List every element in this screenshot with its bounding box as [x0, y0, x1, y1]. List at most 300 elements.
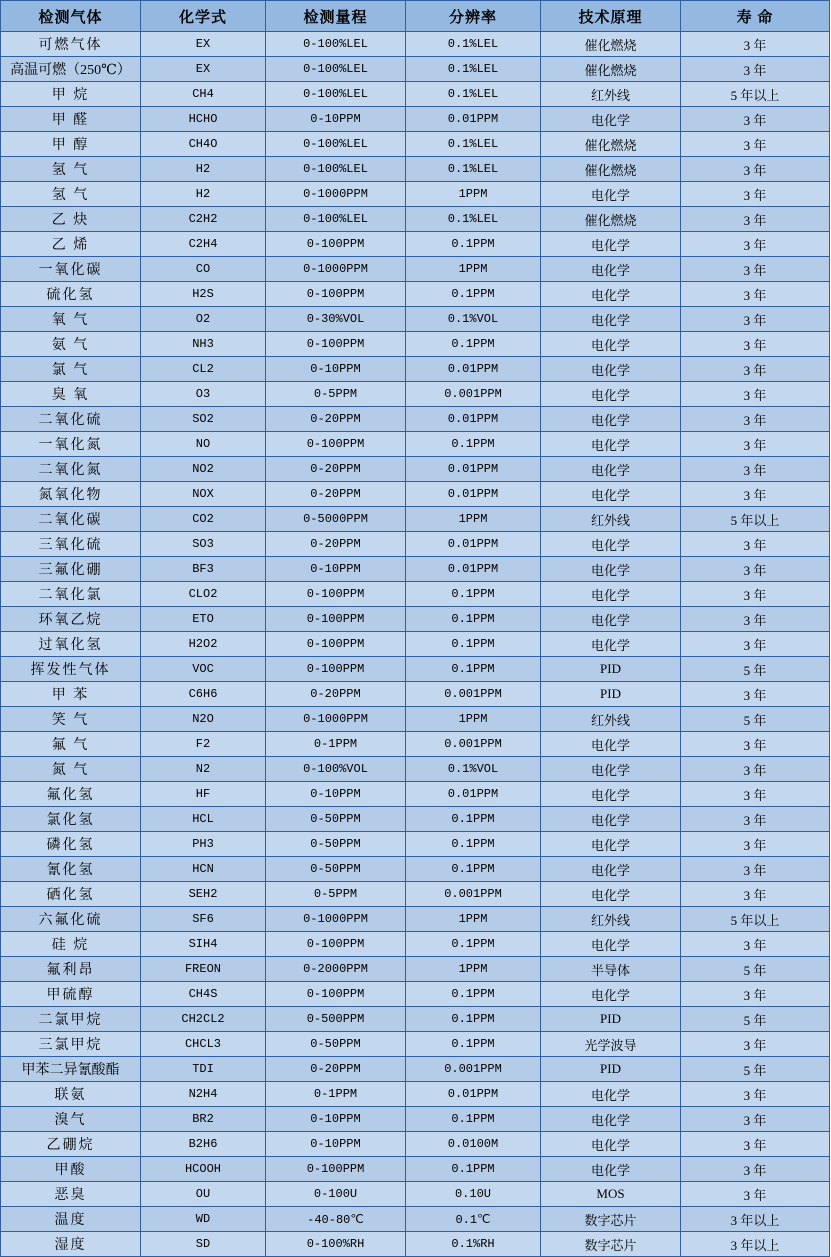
cell-resolution: 0.1%LEL	[406, 132, 541, 157]
table-row	[1, 1032, 830, 1057]
cell-formula: H2	[141, 157, 266, 182]
cell-range: 0-1000PPM	[266, 707, 406, 732]
cell-lifetime: 3 年	[681, 582, 830, 607]
cell-principle: 电化学	[541, 532, 681, 557]
cell-resolution: 0.01PPM	[406, 107, 541, 132]
cell-formula: C2H2	[141, 207, 266, 232]
table-row	[1, 1182, 830, 1207]
table-row	[1, 657, 830, 682]
table-row	[1, 757, 830, 782]
cell-range: 0-50PPM	[266, 857, 406, 882]
cell-resolution: 0.1℃	[406, 1207, 541, 1232]
table-header	[1, 1, 830, 32]
cell-lifetime: 3 年	[681, 432, 830, 457]
table-row	[1, 1132, 830, 1157]
cell-formula: HCN	[141, 857, 266, 882]
cell-gas: 甲硫醇	[1, 982, 141, 1007]
table-row	[1, 332, 830, 357]
cell-formula: VOC	[141, 657, 266, 682]
cell-lifetime: 5 年	[681, 1007, 830, 1032]
cell-resolution: 0.001PPM	[406, 682, 541, 707]
cell-gas: 湿度	[1, 1232, 141, 1257]
cell-gas: 氰化氢	[1, 857, 141, 882]
cell-lifetime: 3 年	[681, 557, 830, 582]
cell-principle: 电化学	[541, 107, 681, 132]
cell-range: 0-100PPM	[266, 982, 406, 1007]
cell-resolution: 0.1PPM	[406, 332, 541, 357]
cell-principle: 电化学	[541, 882, 681, 907]
cell-range: 0-20PPM	[266, 482, 406, 507]
cell-lifetime: 3 年	[681, 157, 830, 182]
cell-range: 0-100PPM	[266, 282, 406, 307]
cell-gas: 联氨	[1, 1082, 141, 1107]
cell-gas: 硒化氢	[1, 882, 141, 907]
cell-resolution: 0.001PPM	[406, 882, 541, 907]
cell-principle: 红外线	[541, 707, 681, 732]
cell-resolution: 0.1PPM	[406, 582, 541, 607]
cell-range: 0-10PPM	[266, 107, 406, 132]
cell-range: 0-1000PPM	[266, 257, 406, 282]
cell-principle: 催化燃烧	[541, 157, 681, 182]
cell-principle: 红外线	[541, 907, 681, 932]
cell-resolution: 0.1%RH	[406, 1232, 541, 1257]
cell-gas: 氯 气	[1, 357, 141, 382]
cell-range: 0-10PPM	[266, 1132, 406, 1157]
cell-resolution: 1PPM	[406, 707, 541, 732]
cell-range: 0-10PPM	[266, 357, 406, 382]
table-row	[1, 207, 830, 232]
table-row	[1, 182, 830, 207]
cell-lifetime: 3 年	[681, 632, 830, 657]
cell-principle: PID	[541, 682, 681, 707]
table-row	[1, 532, 830, 557]
column-header-resolution: 分辨率	[406, 1, 541, 32]
cell-gas: 甲酸	[1, 1157, 141, 1182]
cell-lifetime: 3 年	[681, 332, 830, 357]
column-header-lifetime: 寿 命	[681, 1, 830, 32]
cell-range: 0-100PPM	[266, 582, 406, 607]
cell-formula: HF	[141, 782, 266, 807]
cell-lifetime: 3 年	[681, 207, 830, 232]
cell-lifetime: 3 年	[681, 482, 830, 507]
table-row	[1, 507, 830, 532]
table-row	[1, 1107, 830, 1132]
cell-principle: 电化学	[541, 557, 681, 582]
cell-resolution: 1PPM	[406, 257, 541, 282]
cell-lifetime: 3 年	[681, 1032, 830, 1057]
cell-formula: O3	[141, 382, 266, 407]
cell-resolution: 0.1PPM	[406, 832, 541, 857]
table-row	[1, 357, 830, 382]
cell-lifetime: 3 年以上	[681, 1232, 830, 1257]
cell-resolution: 1PPM	[406, 957, 541, 982]
table-header-row	[1, 1, 830, 32]
table-row	[1, 132, 830, 157]
cell-resolution: 1PPM	[406, 182, 541, 207]
cell-range: 0-100%LEL	[266, 32, 406, 57]
cell-principle: 电化学	[541, 482, 681, 507]
table-row	[1, 857, 830, 882]
cell-principle: 电化学	[541, 932, 681, 957]
table-row	[1, 832, 830, 857]
cell-resolution: 0.1%LEL	[406, 82, 541, 107]
cell-range: 0-5000PPM	[266, 507, 406, 532]
cell-formula: B2H6	[141, 1132, 266, 1157]
cell-gas: 氟化氢	[1, 782, 141, 807]
cell-gas: 氢 气	[1, 182, 141, 207]
cell-gas: 六氟化硫	[1, 907, 141, 932]
cell-gas: 一氧化碳	[1, 257, 141, 282]
cell-gas: 环氧乙烷	[1, 607, 141, 632]
cell-lifetime: 3 年	[681, 982, 830, 1007]
cell-resolution: 0.1PPM	[406, 1032, 541, 1057]
cell-formula: SIH4	[141, 932, 266, 957]
cell-range: -40-80℃	[266, 1207, 406, 1232]
cell-lifetime: 3 年	[681, 407, 830, 432]
cell-formula: H2	[141, 182, 266, 207]
cell-principle: MOS	[541, 1182, 681, 1207]
cell-principle: 催化燃烧	[541, 32, 681, 57]
cell-resolution: 0.1PPM	[406, 657, 541, 682]
cell-principle: 催化燃烧	[541, 57, 681, 82]
cell-lifetime: 3 年	[681, 1107, 830, 1132]
cell-gas: 硅 烷	[1, 932, 141, 957]
cell-formula: OU	[141, 1182, 266, 1207]
table-row	[1, 632, 830, 657]
cell-principle: PID	[541, 1007, 681, 1032]
table-row	[1, 1007, 830, 1032]
cell-principle: 电化学	[541, 607, 681, 632]
cell-gas: 氢 气	[1, 157, 141, 182]
cell-principle: PID	[541, 657, 681, 682]
cell-principle: 电化学	[541, 632, 681, 657]
table-row	[1, 382, 830, 407]
cell-gas: 甲 醇	[1, 132, 141, 157]
column-header-principle: 技术原理	[541, 1, 681, 32]
cell-range: 0-20PPM	[266, 1057, 406, 1082]
column-header-range: 检测量程	[266, 1, 406, 32]
table-row	[1, 1232, 830, 1257]
cell-gas: 氨 气	[1, 332, 141, 357]
cell-formula: HCL	[141, 807, 266, 832]
cell-range: 0-10PPM	[266, 1107, 406, 1132]
cell-principle: 电化学	[541, 182, 681, 207]
cell-formula: WD	[141, 1207, 266, 1232]
cell-gas: 三氯甲烷	[1, 1032, 141, 1057]
cell-formula: HCOOH	[141, 1157, 266, 1182]
table-row	[1, 982, 830, 1007]
cell-resolution: 0.001PPM	[406, 1057, 541, 1082]
table-row	[1, 407, 830, 432]
cell-formula: CH4	[141, 82, 266, 107]
cell-formula: NOX	[141, 482, 266, 507]
column-header-formula: 化学式	[141, 1, 266, 32]
cell-resolution: 0.01PPM	[406, 532, 541, 557]
cell-lifetime: 3 年	[681, 107, 830, 132]
cell-gas: 三氧化硫	[1, 532, 141, 557]
cell-formula: SD	[141, 1232, 266, 1257]
cell-gas: 氮氧化物	[1, 482, 141, 507]
table-row	[1, 82, 830, 107]
cell-gas: 甲 烷	[1, 82, 141, 107]
cell-lifetime: 3 年	[681, 607, 830, 632]
cell-gas: 甲 苯	[1, 682, 141, 707]
cell-gas: 磷化氢	[1, 832, 141, 857]
cell-formula: NO2	[141, 457, 266, 482]
cell-principle: 电化学	[541, 1157, 681, 1182]
cell-range: 0-100%VOL	[266, 757, 406, 782]
cell-range: 0-100%LEL	[266, 57, 406, 82]
cell-resolution: 0.10U	[406, 1182, 541, 1207]
cell-principle: 电化学	[541, 457, 681, 482]
cell-range: 0-20PPM	[266, 682, 406, 707]
cell-formula: CH4O	[141, 132, 266, 157]
cell-formula: CH4S	[141, 982, 266, 1007]
cell-range: 0-30%VOL	[266, 307, 406, 332]
cell-lifetime: 3 年	[681, 457, 830, 482]
cell-resolution: 0.1%VOL	[406, 307, 541, 332]
cell-gas: 二氧化氯	[1, 582, 141, 607]
cell-lifetime: 3 年	[681, 57, 830, 82]
table-row	[1, 107, 830, 132]
cell-lifetime: 5 年以上	[681, 507, 830, 532]
cell-resolution: 0.1PPM	[406, 932, 541, 957]
cell-lifetime: 3 年	[681, 857, 830, 882]
cell-resolution: 0.001PPM	[406, 382, 541, 407]
table-row	[1, 232, 830, 257]
cell-principle: 催化燃烧	[541, 207, 681, 232]
cell-formula: SF6	[141, 907, 266, 932]
cell-lifetime: 5 年以上	[681, 82, 830, 107]
cell-range: 0-100%LEL	[266, 157, 406, 182]
cell-lifetime: 3 年	[681, 357, 830, 382]
cell-lifetime: 3 年以上	[681, 1207, 830, 1232]
cell-resolution: 0.01PPM	[406, 457, 541, 482]
cell-range: 0-1000PPM	[266, 907, 406, 932]
table-row	[1, 682, 830, 707]
cell-lifetime: 3 年	[681, 732, 830, 757]
cell-formula: PH3	[141, 832, 266, 857]
cell-gas: 过氧化氢	[1, 632, 141, 657]
cell-lifetime: 3 年	[681, 932, 830, 957]
cell-range: 0-2000PPM	[266, 957, 406, 982]
cell-resolution: 0.1%LEL	[406, 32, 541, 57]
cell-range: 0-100%LEL	[266, 132, 406, 157]
cell-lifetime: 3 年	[681, 882, 830, 907]
cell-range: 0-5PPM	[266, 382, 406, 407]
table-row	[1, 732, 830, 757]
cell-resolution: 0.01PPM	[406, 557, 541, 582]
table-body	[1, 32, 830, 1257]
cell-lifetime: 5 年	[681, 657, 830, 682]
table-row	[1, 432, 830, 457]
cell-range: 0-100PPM	[266, 607, 406, 632]
cell-range: 0-100%LEL	[266, 82, 406, 107]
table-row	[1, 482, 830, 507]
cell-formula: C6H6	[141, 682, 266, 707]
cell-gas: 氮 气	[1, 757, 141, 782]
cell-gas: 一氧化氮	[1, 432, 141, 457]
cell-formula: H2O2	[141, 632, 266, 657]
table-row	[1, 807, 830, 832]
table-row	[1, 157, 830, 182]
cell-range: 0-100PPM	[266, 332, 406, 357]
cell-formula: CL2	[141, 357, 266, 382]
table-row	[1, 1207, 830, 1232]
cell-lifetime: 3 年	[681, 1157, 830, 1182]
cell-formula: HCHO	[141, 107, 266, 132]
cell-resolution: 0.1PPM	[406, 807, 541, 832]
cell-resolution: 0.01PPM	[406, 1082, 541, 1107]
cell-resolution: 0.01PPM	[406, 782, 541, 807]
cell-formula: N2O	[141, 707, 266, 732]
cell-range: 0-100%LEL	[266, 207, 406, 232]
cell-principle: 催化燃烧	[541, 132, 681, 157]
cell-formula: NH3	[141, 332, 266, 357]
cell-gas: 三氟化硼	[1, 557, 141, 582]
cell-gas: 可燃气体	[1, 32, 141, 57]
cell-formula: NO	[141, 432, 266, 457]
cell-formula: BR2	[141, 1107, 266, 1132]
cell-formula: CH2CL2	[141, 1007, 266, 1032]
cell-formula: ETO	[141, 607, 266, 632]
cell-gas: 二氧化氮	[1, 457, 141, 482]
table-row	[1, 32, 830, 57]
cell-formula: F2	[141, 732, 266, 757]
cell-range: 0-5PPM	[266, 882, 406, 907]
table-row	[1, 307, 830, 332]
cell-gas: 恶臭	[1, 1182, 141, 1207]
cell-lifetime: 3 年	[681, 1082, 830, 1107]
cell-principle: 电化学	[541, 307, 681, 332]
cell-lifetime: 3 年	[681, 1132, 830, 1157]
cell-formula: C2H4	[141, 232, 266, 257]
table-row	[1, 882, 830, 907]
cell-principle: 电化学	[541, 1082, 681, 1107]
table-row	[1, 607, 830, 632]
cell-formula: N2H4	[141, 1082, 266, 1107]
cell-gas: 氯化氢	[1, 807, 141, 832]
cell-range: 0-100PPM	[266, 632, 406, 657]
cell-principle: 电化学	[541, 1132, 681, 1157]
cell-lifetime: 3 年	[681, 532, 830, 557]
cell-gas: 溴气	[1, 1107, 141, 1132]
cell-principle: 电化学	[541, 582, 681, 607]
cell-resolution: 0.1PPM	[406, 982, 541, 1007]
cell-range: 0-1PPM	[266, 732, 406, 757]
cell-principle: 电化学	[541, 782, 681, 807]
cell-gas: 氟利昂	[1, 957, 141, 982]
cell-formula: CHCL3	[141, 1032, 266, 1057]
cell-principle: 电化学	[541, 732, 681, 757]
cell-range: 0-100PPM	[266, 1157, 406, 1182]
cell-gas: 二氯甲烷	[1, 1007, 141, 1032]
cell-formula: CO2	[141, 507, 266, 532]
cell-gas: 乙硼烷	[1, 1132, 141, 1157]
cell-lifetime: 3 年	[681, 807, 830, 832]
cell-range: 0-10PPM	[266, 782, 406, 807]
cell-formula: SEH2	[141, 882, 266, 907]
cell-lifetime: 3 年	[681, 757, 830, 782]
cell-resolution: 0.001PPM	[406, 732, 541, 757]
cell-formula: H2S	[141, 282, 266, 307]
cell-range: 0-10PPM	[266, 557, 406, 582]
table-row	[1, 57, 830, 82]
cell-resolution: 0.1%LEL	[406, 157, 541, 182]
cell-principle: 电化学	[541, 857, 681, 882]
cell-range: 0-20PPM	[266, 407, 406, 432]
cell-gas: 乙 烯	[1, 232, 141, 257]
cell-gas: 硫化氢	[1, 282, 141, 307]
cell-principle: 红外线	[541, 507, 681, 532]
cell-gas: 臭 氧	[1, 382, 141, 407]
cell-resolution: 1PPM	[406, 507, 541, 532]
cell-principle: 电化学	[541, 257, 681, 282]
cell-gas: 乙 炔	[1, 207, 141, 232]
cell-range: 0-50PPM	[266, 832, 406, 857]
cell-range: 0-50PPM	[266, 807, 406, 832]
cell-principle: 光学波导	[541, 1032, 681, 1057]
cell-gas: 甲苯二异氰酸酯	[1, 1057, 141, 1082]
cell-formula: SO3	[141, 532, 266, 557]
cell-range: 0-100%RH	[266, 1232, 406, 1257]
cell-formula: EX	[141, 32, 266, 57]
cell-resolution: 0.1PPM	[406, 857, 541, 882]
cell-lifetime: 3 年	[681, 782, 830, 807]
cell-range: 0-100U	[266, 1182, 406, 1207]
cell-gas: 挥发性气体	[1, 657, 141, 682]
cell-lifetime: 3 年	[681, 182, 830, 207]
cell-resolution: 0.1PPM	[406, 232, 541, 257]
cell-formula: O2	[141, 307, 266, 332]
cell-principle: 电化学	[541, 832, 681, 857]
cell-resolution: 1PPM	[406, 907, 541, 932]
cell-resolution: 0.1PPM	[406, 282, 541, 307]
cell-principle: 电化学	[541, 382, 681, 407]
cell-gas: 温度	[1, 1207, 141, 1232]
table-row	[1, 582, 830, 607]
cell-lifetime: 5 年	[681, 957, 830, 982]
table-row	[1, 907, 830, 932]
cell-formula: SO2	[141, 407, 266, 432]
cell-principle: 电化学	[541, 282, 681, 307]
cell-lifetime: 5 年以上	[681, 907, 830, 932]
cell-principle: 红外线	[541, 82, 681, 107]
cell-resolution: 0.1PPM	[406, 607, 541, 632]
cell-principle: PID	[541, 1057, 681, 1082]
cell-resolution: 0.0100M	[406, 1132, 541, 1157]
cell-gas: 氟 气	[1, 732, 141, 757]
table-row	[1, 1157, 830, 1182]
column-header-gas: 检测气体	[1, 1, 141, 32]
cell-principle: 电化学	[541, 357, 681, 382]
cell-formula: TDI	[141, 1057, 266, 1082]
cell-lifetime: 3 年	[681, 307, 830, 332]
cell-principle: 电化学	[541, 1107, 681, 1132]
cell-resolution: 0.01PPM	[406, 407, 541, 432]
cell-principle: 电化学	[541, 982, 681, 1007]
cell-lifetime: 3 年	[681, 1182, 830, 1207]
cell-formula: BF3	[141, 557, 266, 582]
cell-principle: 数字芯片	[541, 1232, 681, 1257]
cell-principle: 电化学	[541, 432, 681, 457]
cell-gas: 二氧化硫	[1, 407, 141, 432]
cell-gas: 高温可燃（250℃）	[1, 57, 141, 82]
cell-lifetime: 3 年	[681, 282, 830, 307]
cell-lifetime: 3 年	[681, 132, 830, 157]
table-row	[1, 557, 830, 582]
table-row	[1, 1082, 830, 1107]
